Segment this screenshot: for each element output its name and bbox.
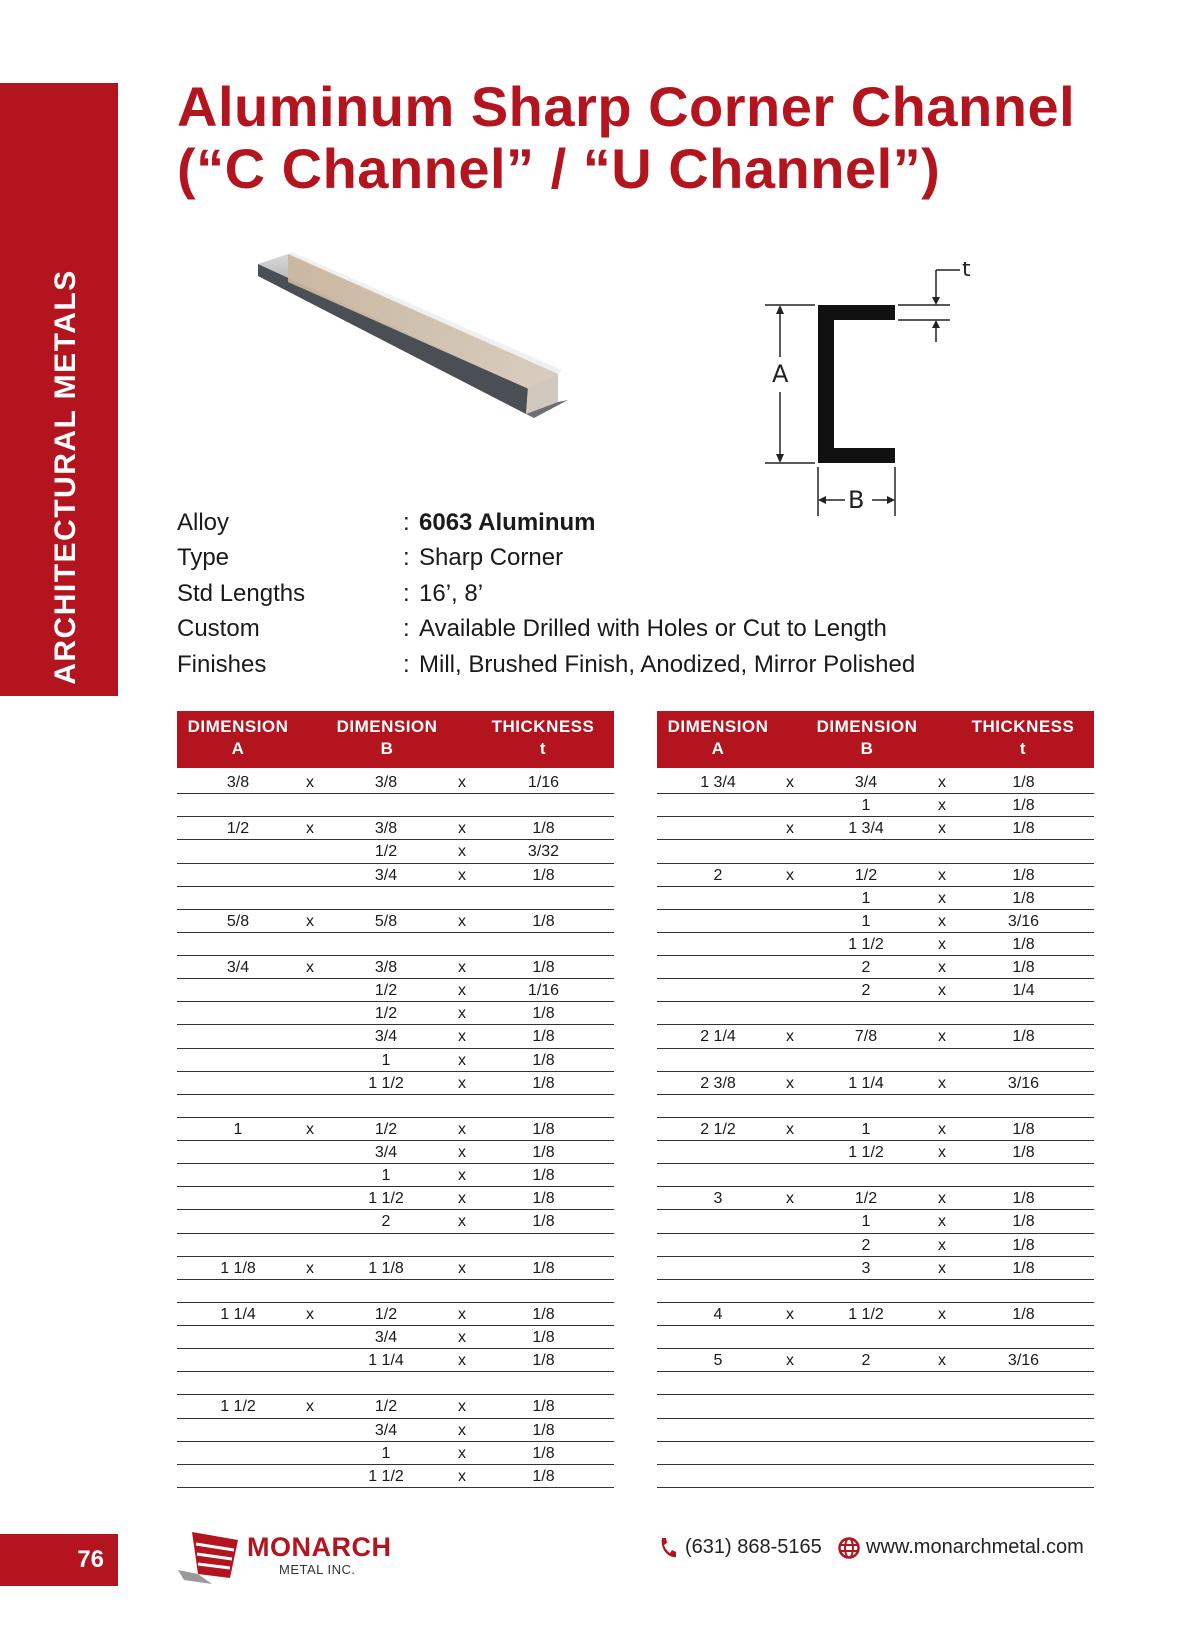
table-row	[657, 1419, 1094, 1442]
separator-cell: x	[938, 1352, 946, 1370]
separator-cell: x	[306, 1305, 314, 1323]
table-row	[177, 1118, 614, 1141]
table-row	[657, 1442, 1094, 1465]
table-row	[177, 1349, 614, 1372]
separator-cell: x	[458, 1352, 466, 1370]
header-dimension-a	[177, 716, 299, 760]
spec-value: Sharp Corner	[419, 544, 564, 572]
separator-cell: x	[786, 1305, 794, 1323]
monarch-logo-icon	[178, 1530, 244, 1591]
dimension-b-cell: 1 1/4	[368, 1352, 404, 1370]
thickness-cell: 3/32	[527, 843, 560, 861]
thickness-cell: 1/16	[527, 774, 560, 791]
separator-cell: x	[458, 866, 466, 884]
dimension-b-cell: 3/4	[374, 866, 398, 884]
table-row	[657, 1372, 1094, 1395]
dimension-b-cell: 1	[381, 1444, 391, 1462]
separator-cell: x	[938, 1213, 946, 1231]
dimension-b-cell: 1	[861, 889, 871, 907]
thickness-cell: 1/8	[1012, 935, 1035, 953]
table-row	[177, 1280, 614, 1303]
dimension-a-cell: 2 3/8	[700, 1074, 736, 1092]
thickness-cell: 1/8	[532, 1305, 555, 1323]
separator-cell: x	[458, 1144, 466, 1161]
thickness-cell: 1/8	[1012, 1213, 1035, 1231]
table-row	[177, 956, 614, 979]
thickness-cell: 1/8	[532, 1167, 555, 1185]
dimension-b-label: B	[848, 486, 865, 514]
table-header	[657, 711, 1094, 768]
separator-cell: x	[786, 1352, 794, 1370]
thickness-cell: 1/8	[532, 1005, 555, 1023]
table-row	[177, 1257, 614, 1280]
table-row	[657, 1072, 1094, 1095]
header-text: DIMENSION	[816, 717, 918, 736]
spec-row	[177, 576, 1037, 612]
spec-row	[177, 505, 1037, 541]
thickness-cell: 1/8	[532, 1352, 555, 1370]
separator-cell: x	[306, 1120, 314, 1138]
separator-cell: x	[938, 866, 946, 884]
table-row	[177, 840, 614, 863]
table-row	[177, 1095, 614, 1118]
header-text: DIMENSION	[187, 717, 289, 736]
phone-number[interactable]: (631) 868-5165	[685, 1536, 822, 1558]
table-row	[177, 1210, 614, 1233]
separator-cell: x	[458, 1305, 466, 1323]
table-row	[177, 1442, 614, 1465]
header-text: DIMENSION	[667, 717, 769, 736]
separator-cell: x	[458, 843, 466, 861]
table-row	[177, 864, 614, 887]
thickness-cell: 1/8	[532, 1444, 555, 1462]
header-sub: A	[711, 739, 725, 758]
dimension-a-cell: 1 1/8	[220, 1259, 256, 1277]
separator-cell: x	[458, 959, 466, 976]
separator-cell: x	[458, 1467, 466, 1485]
separator-cell: x	[458, 820, 466, 838]
thickness-cell: 1/8	[532, 1213, 555, 1231]
dimensions-table-right	[657, 711, 1094, 1488]
dimensions-table-left	[177, 711, 614, 1488]
table-header	[177, 711, 614, 768]
dimension-b-cell: 2	[861, 1236, 871, 1254]
separator-cell: x	[458, 1213, 466, 1231]
thickness-cell: 1/8	[1012, 774, 1035, 791]
thickness-cell: 1/8	[1012, 820, 1035, 838]
thickness-cell: 1/8	[532, 1467, 555, 1485]
dimension-b-cell: 1/2	[854, 866, 878, 884]
dimension-a-cell: 3/8	[226, 774, 250, 791]
dimension-b-cell: 1/2	[854, 1190, 878, 1208]
table-row	[177, 1419, 614, 1442]
spec-colon: :	[403, 544, 410, 572]
dimension-a-label: A	[772, 360, 789, 388]
separator-cell: x	[306, 820, 314, 838]
dimension-b-cell: 1 1/2	[368, 1467, 404, 1485]
separator-cell: x	[938, 959, 946, 976]
table-row	[657, 1095, 1094, 1118]
separator-cell: x	[938, 1144, 946, 1161]
dimension-a-cell: 1 1/2	[220, 1398, 256, 1416]
table-row	[177, 1465, 614, 1488]
dimension-b-cell: 3/4	[374, 1144, 398, 1161]
table-row	[657, 1465, 1094, 1488]
separator-cell: x	[938, 1305, 946, 1323]
spec-colon: :	[403, 508, 410, 536]
separator-cell: x	[938, 1236, 946, 1254]
thickness-cell: 1/8	[1012, 959, 1035, 976]
table-row	[657, 1025, 1094, 1048]
spec-value: 6063 Aluminum	[419, 508, 596, 536]
channel-photo	[258, 252, 570, 429]
separator-cell: x	[786, 1120, 794, 1138]
spec-label: Custom	[177, 615, 260, 643]
table-row	[177, 794, 614, 817]
dimension-b-cell: 3/4	[374, 1421, 398, 1439]
separator-cell: x	[786, 820, 794, 838]
spec-label: Alloy	[177, 508, 230, 536]
table-row	[177, 1164, 614, 1187]
table-row	[657, 910, 1094, 933]
dimension-b-cell: 3/8	[374, 959, 398, 976]
dimension-b-cell: 3/8	[374, 820, 398, 838]
thickness-cell: 1/8	[1012, 1236, 1035, 1254]
thickness-label: t	[962, 262, 971, 282]
table-row	[657, 887, 1094, 910]
spec-row	[177, 541, 1037, 577]
header-sub: B	[380, 739, 394, 758]
spec-row	[177, 612, 1037, 648]
separator-cell: x	[458, 912, 466, 930]
spec-value: 16’, 8’	[419, 579, 484, 607]
page-title	[177, 76, 1177, 200]
table-row	[177, 1372, 614, 1395]
title-line-2: (“C Channel” / “U Channel”)	[177, 137, 941, 200]
thickness-cell: 1/8	[1012, 1305, 1035, 1323]
header-sub: A	[231, 739, 245, 758]
dimension-b-cell: 1	[861, 912, 871, 930]
dimension-b-cell: 1/2	[374, 982, 398, 1000]
spec-label: Std Lengths	[177, 579, 306, 607]
separator-cell: x	[306, 1398, 314, 1416]
dimension-b-cell: 1/2	[374, 843, 398, 861]
thickness-cell: 1/8	[1012, 797, 1035, 815]
header-thickness	[947, 716, 1099, 760]
header-text: THICKNESS	[491, 717, 595, 736]
thickness-cell: 1/8	[532, 1259, 555, 1277]
dimension-a-cell: 5	[713, 1352, 723, 1370]
separator-cell: x	[306, 912, 314, 930]
table-row	[657, 1326, 1094, 1349]
table-row	[177, 1049, 614, 1072]
dimension-a-cell: 1/2	[226, 820, 250, 838]
separator-cell: x	[938, 889, 946, 907]
separator-cell: x	[458, 1005, 466, 1023]
table-row	[177, 979, 614, 1002]
dimension-a-cell: 4	[713, 1305, 723, 1323]
separator-cell: x	[786, 1074, 794, 1092]
separator-cell: x	[938, 1190, 946, 1208]
page-number: 76	[0, 1534, 118, 1586]
separator-cell: x	[786, 866, 794, 884]
separator-cell: x	[938, 1074, 946, 1092]
thickness-cell: 1/8	[1012, 1259, 1035, 1277]
thickness-cell: 1/8	[1012, 889, 1035, 907]
header-dimension-b	[307, 716, 467, 760]
dimension-b-cell: 3	[861, 1259, 871, 1277]
dimension-b-cell: 1 1/2	[848, 1305, 884, 1323]
table-row	[657, 1002, 1094, 1025]
table-row	[177, 1141, 614, 1164]
spec-list	[177, 505, 1037, 683]
spec-row	[177, 647, 1037, 683]
brand-name: MONARCH	[247, 1532, 392, 1562]
table-body	[177, 771, 614, 1488]
table-row	[177, 1072, 614, 1095]
table-row	[657, 1118, 1094, 1141]
thickness-cell: 1/16	[527, 982, 560, 1000]
table-row	[177, 933, 614, 956]
separator-cell: x	[306, 959, 314, 976]
dimension-b-cell: 3/8	[374, 774, 398, 791]
table-row	[177, 1234, 614, 1257]
table-row	[657, 840, 1094, 863]
dimension-b-cell: 2	[381, 1213, 391, 1231]
thickness-cell: 3/16	[1007, 1074, 1040, 1092]
table-row	[177, 771, 614, 794]
dimension-b-cell: 1/2	[374, 1005, 398, 1023]
spec-label: Finishes	[177, 650, 267, 678]
table-row	[657, 1257, 1094, 1280]
website-link[interactable]: www.monarchmetal.com	[866, 1536, 1084, 1558]
separator-cell: x	[938, 982, 946, 1000]
dimension-b-cell: 1 1/2	[848, 1144, 884, 1161]
header-sub: t	[539, 739, 547, 758]
dimension-a-cell: 1	[233, 1120, 243, 1138]
globe-icon	[838, 1537, 860, 1564]
separator-cell: x	[458, 1190, 466, 1208]
dimension-b-cell: 1 1/2	[368, 1190, 404, 1208]
thickness-cell: 1/8	[532, 1190, 555, 1208]
separator-cell: x	[458, 1167, 466, 1185]
separator-cell: x	[458, 774, 466, 791]
thickness-cell: 1/8	[532, 959, 555, 976]
dimension-b-cell: 2	[861, 959, 871, 976]
header-dimension-a	[657, 716, 779, 760]
dimension-b-cell: 1	[861, 1120, 871, 1138]
thickness-cell: 1/8	[1012, 1190, 1035, 1208]
thickness-cell: 1/8	[532, 1074, 555, 1092]
thickness-cell: 1/8	[1012, 1028, 1035, 1046]
header-text: DIMENSION	[336, 717, 438, 736]
separator-cell: x	[458, 1259, 466, 1277]
thickness-cell: 1/8	[532, 1120, 555, 1138]
separator-cell: x	[458, 1074, 466, 1092]
header-text: THICKNESS	[971, 717, 1075, 736]
table-row	[177, 1187, 614, 1210]
separator-cell: x	[786, 1028, 794, 1046]
separator-cell: x	[458, 1051, 466, 1069]
separator-cell: x	[938, 820, 946, 838]
dimension-b-cell: 1	[381, 1051, 391, 1069]
thickness-cell: 1/8	[532, 866, 555, 884]
separator-cell: x	[306, 1259, 314, 1277]
dimension-a-cell: 1 3/4	[700, 774, 736, 791]
spec-value: Available Drilled with Holes or Cut to Length	[419, 615, 887, 643]
header-dimension-b	[787, 716, 947, 760]
title-line-1: Aluminum Sharp Corner Channel	[177, 75, 1076, 138]
spec-label: Type	[177, 544, 230, 572]
table-row	[657, 817, 1094, 840]
dimension-a-cell: 2	[713, 866, 723, 884]
separator-cell: x	[938, 774, 946, 791]
thickness-cell: 3/16	[1007, 1352, 1040, 1370]
separator-cell: x	[458, 982, 466, 1000]
thickness-cell: 1/8	[1012, 1144, 1035, 1161]
dimension-b-cell: 1	[861, 1213, 871, 1231]
brand-subtitle: METAL INC.	[279, 1562, 356, 1577]
header-sub: B	[860, 739, 874, 758]
table-row	[177, 1326, 614, 1349]
table-row	[177, 1303, 614, 1326]
dimension-b-cell: 1 1/2	[368, 1074, 404, 1092]
table-row	[177, 887, 614, 910]
table-row	[177, 817, 614, 840]
separator-cell: x	[786, 1190, 794, 1208]
separator-cell: x	[306, 774, 314, 791]
thickness-cell: 1/8	[532, 1051, 555, 1069]
separator-cell: x	[938, 1028, 946, 1046]
table-body	[657, 771, 1094, 1488]
table-row	[657, 933, 1094, 956]
dimension-b-cell: 1 1/8	[368, 1259, 404, 1277]
table-row	[657, 1234, 1094, 1257]
separator-cell: x	[938, 1120, 946, 1138]
channel-diagram	[760, 262, 980, 527]
thickness-cell: 1/8	[532, 1329, 555, 1346]
dimension-a-cell: 1 1/4	[220, 1305, 256, 1323]
thickness-cell: 1/8	[1012, 1120, 1035, 1138]
table-row	[657, 1187, 1094, 1210]
header-thickness	[467, 716, 619, 760]
dimension-b-cell: 1 1/4	[848, 1074, 884, 1092]
dimension-b-cell: 3/4	[854, 774, 878, 791]
dimension-b-cell: 2	[861, 982, 871, 1000]
separator-cell: x	[458, 1120, 466, 1138]
thickness-cell: 1/8	[532, 820, 555, 838]
thickness-cell: 1/8	[532, 1398, 555, 1416]
dimension-b-cell: 1 3/4	[848, 820, 884, 838]
thickness-cell: 1/8	[532, 1144, 555, 1161]
separator-cell: x	[938, 912, 946, 930]
dimension-b-cell: 3/4	[374, 1028, 398, 1046]
table-row	[657, 1164, 1094, 1187]
dimension-b-cell: 1/2	[374, 1398, 398, 1416]
spec-value: Mill, Brushed Finish, Anodized, Mirror Polished	[419, 650, 916, 678]
thickness-cell: 1/8	[532, 1421, 555, 1439]
thickness-cell: 1/8	[1012, 866, 1035, 884]
thickness-cell: 3/16	[1007, 912, 1040, 930]
separator-cell: x	[786, 774, 794, 791]
spec-colon: :	[403, 615, 410, 643]
table-row	[657, 1395, 1094, 1418]
table-row	[657, 1303, 1094, 1326]
dimension-a-cell: 5/8	[226, 912, 250, 930]
table-row	[657, 1049, 1094, 1072]
separator-cell: x	[458, 1444, 466, 1462]
spec-colon: :	[403, 579, 410, 607]
table-row	[657, 1349, 1094, 1372]
header-sub: t	[1019, 739, 1027, 758]
separator-cell: x	[938, 935, 946, 953]
dimension-b-cell: 1	[381, 1167, 391, 1185]
dimension-a-cell: 3/4	[226, 959, 250, 976]
dimension-b-cell: 1 1/2	[848, 935, 884, 953]
separator-cell: x	[938, 1259, 946, 1277]
thickness-cell: 1/4	[1012, 982, 1035, 1000]
separator-cell: x	[938, 797, 946, 815]
spec-colon: :	[403, 650, 410, 678]
table-row	[177, 1002, 614, 1025]
table-row	[657, 979, 1094, 1002]
separator-cell: x	[458, 1329, 466, 1346]
dimension-a-cell: 2 1/4	[700, 1028, 736, 1046]
separator-cell: x	[458, 1398, 466, 1416]
phone-icon	[659, 1537, 677, 1564]
table-row	[177, 1025, 614, 1048]
table-row	[657, 956, 1094, 979]
table-row	[177, 910, 614, 933]
dimension-b-cell: 1/2	[374, 1305, 398, 1323]
separator-cell: x	[458, 1028, 466, 1046]
dimension-b-cell: 7/8	[854, 1028, 878, 1046]
thickness-cell: 1/8	[532, 912, 555, 930]
table-row	[657, 1141, 1094, 1164]
dimension-b-cell: 3/4	[374, 1329, 398, 1346]
dimension-a-cell: 3	[713, 1190, 723, 1208]
table-row	[657, 1280, 1094, 1303]
section-label: ARCHITECTURAL METALS	[49, 269, 82, 685]
table-row	[657, 1210, 1094, 1233]
dimension-b-cell: 5/8	[374, 912, 398, 930]
dimension-b-cell: 1	[861, 797, 871, 815]
separator-cell: x	[458, 1421, 466, 1439]
table-row	[177, 1395, 614, 1418]
dimension-b-cell: 1/2	[374, 1120, 398, 1138]
table-row	[657, 794, 1094, 817]
dimension-a-cell: 2 1/2	[700, 1120, 736, 1138]
dimension-b-cell: 2	[861, 1352, 871, 1370]
table-row	[657, 864, 1094, 887]
section-tab	[0, 83, 118, 696]
table-row	[657, 771, 1094, 794]
thickness-cell: 1/8	[532, 1028, 555, 1046]
